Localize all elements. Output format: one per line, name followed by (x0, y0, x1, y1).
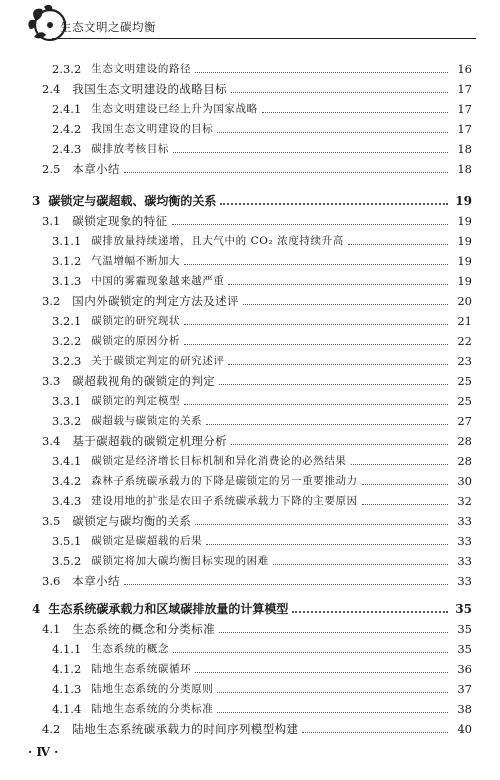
toc-page-number: 19 (457, 214, 472, 228)
toc-subsection-entry (52, 550, 472, 568)
toc-section-entry (42, 158, 472, 176)
toc-entry-number: 2.5 (42, 162, 61, 176)
toc-subsection-entry (52, 350, 472, 368)
toc-entry-title: 基于碳超载的碳锁定机理分析 (72, 434, 227, 448)
toc-subsection-entry (52, 678, 472, 696)
toc-subsection-entry (52, 410, 472, 428)
toc-subsection-entry (52, 98, 472, 116)
dot-leader (195, 524, 448, 525)
toc-subsection-entry (52, 390, 472, 408)
toc-entry-number: 3.2.3 (52, 354, 82, 368)
toc-entry-number: 4.1.1 (52, 642, 82, 656)
dot-leader (217, 132, 448, 133)
toc-page-number: 19 (457, 254, 472, 268)
toc-subsection-entry (52, 450, 472, 468)
toc-section-entry (42, 430, 472, 448)
dot-leader (195, 672, 448, 673)
toc-entry-number: 3.4 (42, 434, 61, 448)
dot-leader (219, 632, 448, 633)
toc-section-entry (42, 618, 472, 636)
toc-entry-title: 生态系统的概念和分类标准 (72, 622, 216, 636)
dot-leader (231, 92, 448, 93)
toc-page-number: 30 (457, 474, 472, 488)
toc-page-number: 28 (457, 454, 472, 468)
toc-subsection-entry (52, 230, 472, 248)
dot-leader (228, 364, 448, 365)
toc-page-number: 23 (457, 354, 472, 368)
toc-chapter-entry (32, 598, 472, 616)
toc-entry-title: 碳锁定的原因分析 (91, 335, 181, 347)
dot-leader (124, 584, 448, 585)
toc-entry-title: 森林子系统碳承载力的下降是碳锁定的另一重要推动力 (91, 475, 358, 487)
toc-entry-number: 4.1 (42, 622, 61, 636)
dot-leader (219, 384, 448, 385)
toc-page-number: 21 (457, 314, 472, 328)
toc-entry-number: 3.5.1 (52, 534, 82, 548)
dot-leader (243, 304, 448, 305)
toc-subsection-entry (52, 658, 472, 676)
toc-subsection-entry (52, 118, 472, 136)
toc-entry-number: 3.4.2 (52, 474, 82, 488)
toc-page-number: 33 (457, 554, 472, 568)
dot-leader (362, 504, 448, 505)
toc-subsection-entry (52, 698, 472, 716)
toc-entry-number: 3.1.1 (52, 234, 82, 248)
toc-entry-title: 生态系统的概念 (91, 643, 169, 655)
header-rule (52, 38, 476, 39)
dot-leader (351, 464, 448, 465)
toc-entry-number: 4.1.4 (52, 702, 82, 716)
toc-page-number: 33 (457, 574, 472, 588)
toc-page-number: 17 (457, 102, 472, 116)
toc-entry-title: 生态文明建设已经上升为国家战略 (91, 103, 258, 115)
toc-section-entry (42, 210, 472, 228)
dot-leader (184, 264, 448, 265)
toc-entry-title: 碳超载与碳锁定的关系 (91, 415, 203, 427)
dot-leader (273, 564, 448, 565)
toc-entry-title: 碳超载视角的碳锁定的判定 (72, 374, 216, 388)
toc-entry-number: 3.1.2 (52, 254, 82, 268)
toc-entry-number: 4 (32, 602, 41, 616)
toc-page-number: 32 (457, 494, 472, 508)
toc-entry-title: 碳锁定与碳均衡的关系 (72, 514, 192, 528)
toc-entry-title: 陆地生态系统碳循环 (91, 663, 192, 675)
dot-leader (262, 112, 448, 113)
running-header (0, 0, 500, 46)
toc-subsection-entry (52, 530, 472, 548)
toc-page-number: 33 (457, 534, 472, 548)
toc-entry-title: 生态系统碳承载力和区域碳排放量的计算模型 (48, 602, 289, 616)
toc-section-entry (42, 510, 472, 528)
dot-leader (228, 284, 448, 285)
dot-leader (220, 203, 448, 205)
toc-entry-number: 3.2.1 (52, 314, 82, 328)
dot-leader (184, 324, 448, 325)
toc-entry-title: 气温增幅不断加大 (91, 255, 181, 267)
toc-page-number: 27 (457, 414, 472, 428)
toc-entry-number: 3.1.3 (52, 274, 82, 288)
toc-page-number: 35 (457, 642, 472, 656)
toc-entry-number: 3.4.1 (52, 454, 82, 468)
toc-page-number: 20 (457, 294, 472, 308)
dot-leader (217, 712, 448, 713)
toc-entry-title: 碳锁定的判定模型 (91, 395, 181, 407)
toc-page-number: 37 (457, 682, 472, 696)
dot-leader (184, 344, 448, 345)
dot-leader (231, 444, 448, 445)
toc-entry-number: 3 (32, 194, 41, 208)
toc-chapter-entry (32, 190, 472, 208)
dot-leader (302, 732, 448, 733)
page-number: · Ⅳ · (28, 745, 59, 759)
toc-entry-title: 国内外碳锁定的判定方法及述评 (72, 294, 239, 308)
toc-entry-number: 4.2 (42, 722, 61, 736)
toc-page-number: 36 (457, 662, 472, 676)
dot-leader (173, 652, 448, 653)
toc-page-number: 28 (457, 434, 472, 448)
toc-page-number: 16 (457, 62, 472, 76)
dot-leader (195, 72, 448, 73)
toc-subsection-entry (52, 470, 472, 488)
toc-entry-title: 碳锁定是碳超载的后果 (91, 535, 203, 547)
toc-page-number: 18 (457, 142, 472, 156)
toc-page-number: 18 (457, 162, 472, 176)
toc-page-number: 17 (457, 122, 472, 136)
toc-page-number: 40 (457, 722, 472, 736)
toc-entry-title: 本章小结 (72, 162, 120, 176)
toc-entry-title: 中国的雾霾现象越来越严重 (91, 275, 225, 287)
toc-page-number: 19 (457, 274, 472, 288)
toc-page-number: 17 (457, 82, 472, 96)
toc-entry-number: 4.1.2 (52, 662, 82, 676)
dot-leader (348, 244, 448, 245)
dot-leader (124, 172, 448, 173)
toc-entry-number: 3.3.1 (52, 394, 82, 408)
toc-entry-title: 关于碳锁定判定的研究述评 (91, 355, 225, 367)
toc-entry-number: 3.3.2 (52, 414, 82, 428)
toc-subsection-entry (52, 58, 472, 76)
toc-subsection-entry (52, 270, 472, 288)
toc-subsection-entry (52, 310, 472, 328)
running-title: 生态文明之碳均衡 (60, 20, 156, 34)
toc-entry-title: 碳锁定将加大碳均衡目标实现的困难 (91, 555, 269, 567)
toc-subsection-entry (52, 638, 472, 656)
toc-subsection-entry (52, 250, 472, 268)
toc-entry-title: 碳排放考核目标 (91, 143, 169, 155)
toc-entry-title: 碳锁定是经济增长目标机制和异化消费论的必然结果 (91, 455, 347, 467)
dot-leader (172, 224, 449, 225)
toc-entry-number: 3.5 (42, 514, 61, 528)
dot-leader (292, 611, 448, 613)
toc-subsection-entry (52, 330, 472, 348)
toc-entry-title: 碳锁定与碳超载、碳均衡的关系 (48, 194, 217, 208)
toc-entry-title: 陆地生态系统的分类原则 (91, 683, 214, 695)
toc-entry-title: 本章小结 (72, 574, 120, 588)
toc-page-number: 35 (457, 622, 472, 636)
toc-section-entry (42, 370, 472, 388)
dot-leader (206, 424, 448, 425)
toc-section-entry (42, 78, 472, 96)
toc-section-entry (42, 570, 472, 588)
dot-leader (184, 404, 448, 405)
dot-leader (362, 484, 448, 485)
toc-entry-number: 3.1 (42, 214, 61, 228)
toc-entry-number: 2.4.2 (52, 122, 82, 136)
toc-page-number: 25 (457, 374, 472, 388)
toc-page-number: 25 (457, 394, 472, 408)
toc-section-entry (42, 290, 472, 308)
toc-entry-title: 建设用地的扩张是农田子系统碳承载力下降的主要原因 (91, 495, 358, 507)
dot-leader (206, 544, 448, 545)
toc-entry-number: 3.6 (42, 574, 61, 588)
toc-entry-title: 陆地生态系统碳承载力的时间序列模型构建 (72, 722, 299, 736)
toc-entry-number: 3.4.3 (52, 494, 82, 508)
toc-entry-title: 我国生态文明建设的目标 (91, 123, 214, 135)
toc-section-entry (42, 718, 472, 736)
toc-entry-number: 3.2 (42, 294, 61, 308)
toc-entry-title: 我国生态文明建设的战略目标 (72, 82, 227, 96)
toc-page-number: 22 (457, 334, 472, 348)
toc-entry-number: 3.3 (42, 374, 61, 388)
toc-entry-number: 2.4.1 (52, 102, 82, 116)
toc-entry-number: 4.1.3 (52, 682, 82, 696)
toc-page-number: 19 (455, 194, 472, 208)
toc-entry-title: 碳排放量持续递增，且大气中的 CO₂ 浓度持续升高 (91, 235, 344, 247)
toc-subsection-entry (52, 490, 472, 508)
toc-page-number: 19 (457, 234, 472, 248)
toc-page-number: 35 (455, 602, 472, 616)
toc-page-number: 38 (457, 702, 472, 716)
toc-entry-title: 生态文明建设的路径 (91, 63, 192, 75)
toc-entry-title: 陆地生态系统的分类标准 (91, 703, 214, 715)
toc-entry-title: 碳锁定现象的特征 (72, 214, 168, 228)
toc-entry-number: 2.3.2 (52, 62, 82, 76)
toc-entry-number: 3.5.2 (52, 554, 82, 568)
toc-subsection-entry (52, 138, 472, 156)
toc-entry-number: 3.2.2 (52, 334, 82, 348)
dot-leader (217, 692, 448, 693)
toc-entry-number: 2.4 (42, 82, 61, 96)
toc-entry-title: 碳锁定的研究现状 (91, 315, 181, 327)
toc-entry-number: 2.4.3 (52, 142, 82, 156)
toc-page-number: 33 (457, 514, 472, 528)
dot-leader (173, 152, 448, 153)
